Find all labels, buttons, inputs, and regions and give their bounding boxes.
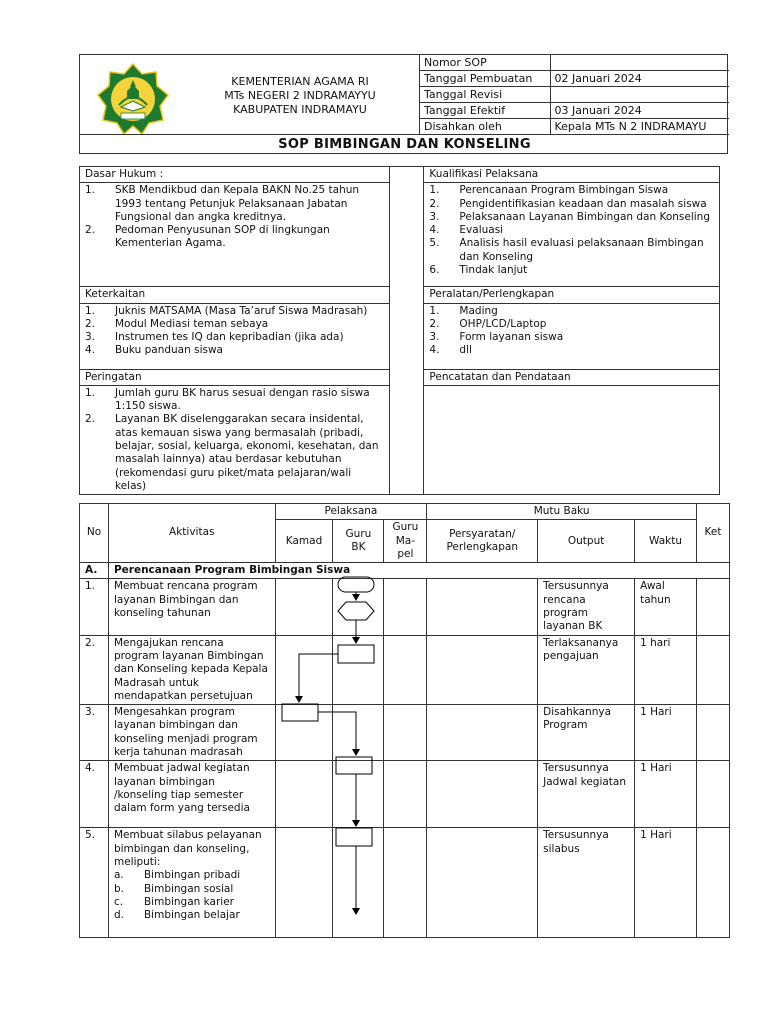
meta-value: 02 Januari 2024 (550, 71, 729, 87)
cell-kamad (275, 579, 333, 635)
list-item: 2. Pengidentifikasian keadaan dan masalah siswa (429, 197, 707, 210)
list-item: 6. Tindak lanjut (429, 264, 528, 277)
kualifikasi-heading: Kualifikasi Pelaksana (424, 167, 720, 183)
meta-value (550, 55, 729, 71)
keterkaitan-heading: Keterkaitan (80, 287, 390, 303)
table-row (80, 705, 730, 761)
list-item: 2. Modul Mediasi teman sebaya (85, 317, 269, 330)
row-activity: Mengajukan rencana program layanan Bimbingan dan Konseling kepada Kepala Madrasah untuk mendapatkan persetujuan (108, 635, 275, 704)
keterkaitan-content (80, 303, 390, 369)
list-item: 1. Mading (429, 304, 498, 317)
col-header-no: No (80, 504, 109, 563)
list-item: a. Bimbingan pribadi (113, 869, 241, 882)
list-item: 5. Analisis hasil evaluasi pelaksanaan Bimbingan dan Konseling (429, 237, 704, 263)
kualifikasi-content (424, 183, 720, 287)
row-number: 2. (80, 635, 109, 704)
sop-title: SOP BIMBINGAN DAN KONSELING (80, 134, 729, 155)
pencatatan-content (424, 385, 720, 494)
meta-label: Nomor SOP (420, 55, 550, 71)
row-waktu: 1 Hari (635, 828, 697, 938)
cell-ket (696, 705, 729, 761)
cell-kamad (275, 828, 333, 938)
meta-row-pembuatan (420, 71, 729, 87)
list-item: 1. SKB Mendikbud dan Kepala BAKN No.25 tahun 1993 tentang Petunjuk Pelaksanaan Jabatan Fungsional dan angka kreditnya. (85, 184, 360, 223)
cell-kamad (275, 761, 333, 828)
meta-value: Kepala MTs N 2 INDRAMAYU (550, 119, 729, 135)
organization-name (190, 75, 410, 117)
cell-persyaratan (427, 579, 538, 635)
list-item: 1. Perencanaan Program Bimbingan Siswa (429, 184, 669, 197)
row-waktu: Awal tahun (635, 579, 697, 635)
sop-header (79, 54, 728, 154)
list-item: 1. Juknis MATSAMA (Masa Ta’aruf Siswa Madrasah) (85, 304, 368, 317)
peralatan-heading: Peralatan/Perlengkapan (424, 287, 720, 303)
col-header-output: Output (538, 520, 635, 563)
cell-guru-bk (333, 635, 384, 704)
meta-row-efektif (420, 103, 729, 119)
keterkaitan-list (85, 305, 384, 358)
dasar-hukum-content (80, 183, 390, 287)
org-line-regency: KABUPATEN INDRAMAYU (233, 103, 367, 116)
list-item: 3. Instrumen tes IQ dan kepribadian (jika ada) (85, 331, 344, 344)
list-item: 3. Form layanan siswa (429, 331, 564, 344)
peringatan-heading: Peringatan (80, 369, 390, 385)
row-output: Disahkannya Program (538, 705, 635, 761)
cell-kamad (275, 705, 333, 761)
org-line-ministry: KEMENTERIAN AGAMA RI (231, 75, 369, 88)
col-header-mutu-baku: Mutu Baku (427, 504, 697, 520)
table-row (80, 761, 730, 828)
section-title: Perencanaan Program Bimbingan Siswa (108, 563, 729, 579)
col-header-guru-bk: Guru BK (333, 520, 384, 563)
meta-row-nomor (420, 55, 729, 71)
row-number: 3. (80, 705, 109, 761)
cell-guru-mapel (384, 705, 427, 761)
row-activity: Membuat jadwal kegiatan layanan bimbingan /konseling tiap semester dalam form yang tersedia (108, 761, 275, 828)
cell-persyaratan (427, 761, 538, 828)
cell-guru-mapel (384, 828, 427, 938)
meta-label: Tanggal Pembuatan (420, 71, 550, 87)
list-item: 2. OHP/LCD/Laptop (429, 317, 547, 330)
col-header-ket: Ket (696, 504, 729, 563)
dasar-hukum-heading: Dasar Hukum : (80, 167, 390, 183)
col-header-waktu: Waktu (635, 520, 697, 563)
cell-guru-bk (333, 705, 384, 761)
list-item: 1. Jumlah guru BK harus sesuai dengan rasio siswa 1:150 siswa. (85, 386, 370, 413)
row-waktu: 1 Hari (635, 705, 697, 761)
cell-guru-mapel (384, 635, 427, 704)
row-number: 1. (80, 579, 109, 635)
kualifikasi-list (429, 184, 714, 277)
row-waktu: 1 Hari (635, 761, 697, 828)
list-item: 4. dll (429, 344, 472, 357)
silabus-sub-list (114, 869, 270, 922)
table-row (80, 828, 730, 938)
activity-table (79, 503, 730, 938)
col-header-guru-mapel: Guru Ma- pel (384, 520, 427, 563)
peringatan-list (85, 387, 384, 493)
list-item: d. Bimbingan belajar (113, 909, 240, 922)
table-row (80, 635, 730, 704)
meta-row-disahkan (420, 119, 729, 135)
cell-guru-mapel (384, 579, 427, 635)
section-row (80, 563, 730, 579)
meta-label: Tanggal Revisi (420, 87, 550, 103)
sop-meta-table (420, 55, 729, 135)
row-waktu: 1 hari (635, 635, 697, 704)
meta-row-revisi (420, 87, 729, 103)
kemenag-logo (97, 63, 169, 135)
list-item: b. Bimbingan sosial (113, 882, 234, 895)
table-row (80, 579, 730, 635)
list-item: c. Bimbingan karier (113, 895, 234, 908)
row-number: 4. (80, 761, 109, 828)
row-activity: Membuat rencana program layanan Bimbingan dan konseling tahunan (108, 579, 275, 635)
meta-label: Disahkan oleh (420, 119, 550, 135)
dasar-hukum-list (85, 184, 384, 250)
cell-ket (696, 635, 729, 704)
cell-ket (696, 579, 729, 635)
list-item: 4. Buku panduan siswa (85, 344, 223, 357)
row-output: Tersusunnya Jadwal kegiatan (538, 761, 635, 828)
list-item: 2. Layanan BK diselenggarakan secara insidental, atas kemauan siswa yang bermasalah (pribadi, belajar, sosial, keluarga, ekonomi, kesehatan, dan masalah lainnya) atau berdasar kebutuhan (rekomendasi guru piket/mata pelajaran/wali kelas) (85, 413, 379, 492)
cell-guru-mapel (384, 761, 427, 828)
row-activity (108, 828, 275, 938)
peringatan-content (80, 385, 390, 494)
cell-guru-bk (333, 828, 384, 938)
list-item: 4. Evaluasi (429, 224, 504, 237)
meta-label: Tanggal Efektif (420, 103, 550, 119)
cell-guru-bk (333, 761, 384, 828)
org-line-school: MTs NEGERI 2 INDRAMAYYU (224, 89, 376, 102)
row-activity-text: Membuat silabus pelayanan bimbingan dan konseling, meliputi: (113, 829, 262, 868)
row-number: 5. (80, 828, 109, 938)
cell-persyaratan (427, 705, 538, 761)
row-output: Tersusunnya rencana program layanan BK (538, 579, 635, 635)
info-spacer-column (389, 167, 424, 495)
sop-info-table (79, 166, 720, 495)
col-header-pelaksana: Pelaksana (275, 504, 427, 520)
peralatan-list (429, 305, 714, 358)
col-header-persyaratan: Persyaratan/ Perlengkapan (427, 520, 538, 563)
row-output: Terlaksananya pengajuan (538, 635, 635, 704)
cell-ket (696, 828, 729, 938)
col-header-aktivitas: Aktivitas (108, 504, 275, 563)
cell-ket (696, 761, 729, 828)
header-logo-cell (80, 55, 420, 134)
cell-persyaratan (427, 828, 538, 938)
row-output: Tersusunnya silabus (538, 828, 635, 938)
row-activity: Mengesahkan program layanan bimbingan dan konseling menjadi program kerja tahunan madrasah (108, 705, 275, 761)
meta-value (550, 87, 729, 103)
cell-kamad (275, 635, 333, 704)
meta-value: 03 Januari 2024 (550, 103, 729, 119)
pencatatan-heading: Pencatatan dan Pendataan (424, 369, 720, 385)
cell-persyaratan (427, 635, 538, 704)
cell-guru-bk (333, 579, 384, 635)
list-item: 3. Pelaksanaan Layanan Bimbingan dan Konseling (429, 210, 711, 223)
section-number: A. (80, 563, 109, 579)
list-item: 2. Pedoman Penyusunan SOP di lingkungan Kementerian Agama. (85, 224, 330, 250)
col-header-kamad: Kamad (275, 520, 333, 563)
peralatan-content (424, 303, 720, 369)
